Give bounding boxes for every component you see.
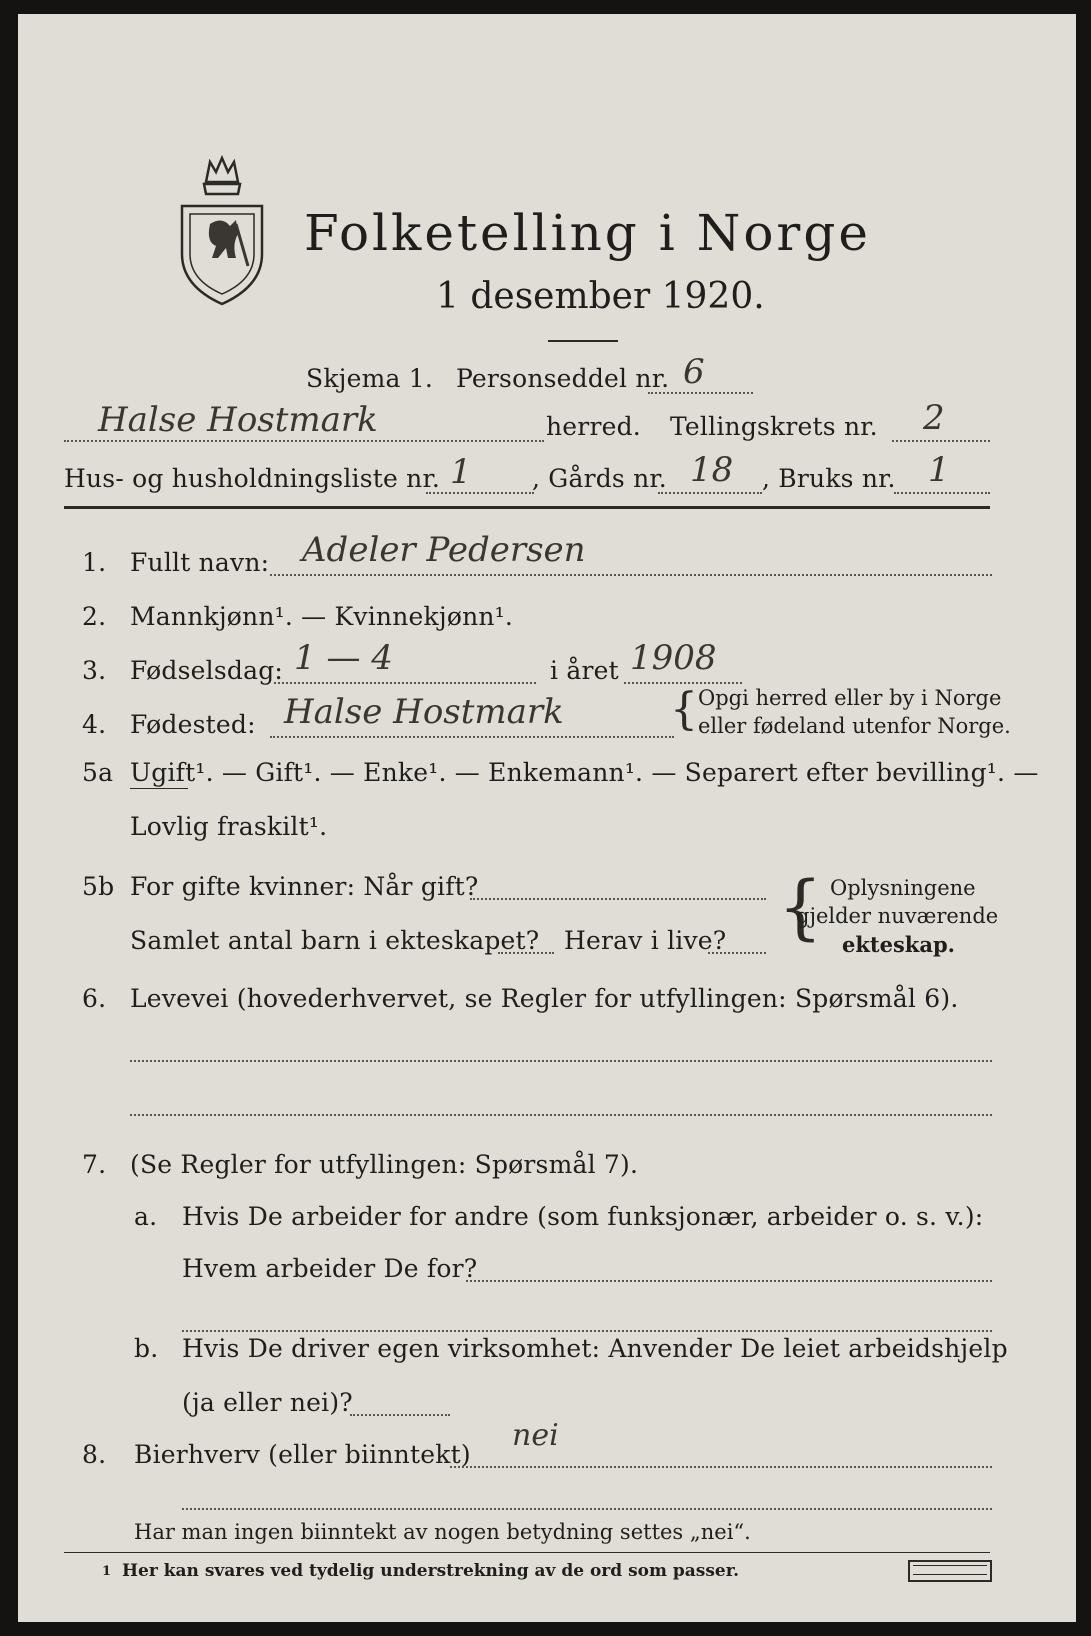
q3-date-line: [274, 682, 536, 684]
q5b-children-line: [498, 952, 554, 954]
q3-number: 3.: [82, 656, 107, 685]
q7b-line2: (ja eller nei)?: [182, 1388, 353, 1417]
q6-line2: [130, 1114, 992, 1116]
herred-label: herred.: [546, 412, 641, 441]
q4-birthplace-value: Halse Hostmark: [284, 692, 564, 732]
q4-line: [270, 736, 674, 738]
bruks-label: , Bruks nr.: [762, 464, 896, 493]
herred-line: [64, 440, 544, 442]
printer-stamp: [908, 1560, 992, 1582]
q5a-number: 5a: [82, 758, 114, 787]
hus-value: 1: [450, 452, 472, 492]
q1-line: [270, 574, 992, 576]
q4-number: 4.: [82, 710, 107, 739]
skjema-label: Skjema 1.: [306, 364, 434, 393]
q3-year-value: 1908: [630, 638, 717, 678]
title-divider: [548, 340, 618, 342]
q5b-note-line3: ekteskap.: [842, 932, 955, 957]
q8-line2: [182, 1508, 992, 1510]
q5b-line1: For gifte kvinner: Når gift?: [130, 872, 479, 901]
q3-year-label: i året: [550, 656, 619, 685]
gards-line: [658, 492, 762, 494]
biinntekt-note: Har man ingen biinntekt av nogen betydning settes „nei“.: [134, 1520, 751, 1544]
q6-number: 6.: [82, 984, 107, 1013]
personseddel-line: [648, 392, 753, 394]
q7a-line: [466, 1280, 992, 1282]
q7a-number: a.: [134, 1202, 158, 1231]
bruks-line: [894, 492, 990, 494]
q8-number: 8.: [82, 1440, 107, 1469]
q5b-alive-line: [708, 952, 766, 954]
hus-label: Hus- og husholdningsliste nr.: [64, 464, 441, 493]
tellingskrets-value: 2: [923, 398, 945, 438]
q1-label: Fullt navn:: [130, 548, 270, 577]
census-form-page: [18, 14, 1076, 1622]
q1-full-name-value: Adeler Pedersen: [302, 530, 586, 570]
personseddel-value: 6: [683, 352, 705, 392]
q7a-line2-blank: [182, 1330, 992, 1332]
q5b-married-line: [470, 898, 766, 900]
q4-note-line2: eller fødeland utenfor Norge.: [698, 714, 1011, 738]
q8-value: nei: [512, 1418, 559, 1453]
q8-line1: [450, 1466, 992, 1468]
census-date: 1 desember 1920.: [436, 276, 765, 317]
q7b-number: b.: [134, 1334, 159, 1363]
gards-value: 18: [690, 450, 734, 490]
q5b-line2a: Samlet antal barn i ekteskapet?: [130, 926, 540, 955]
q5b-number: 5b: [82, 872, 115, 901]
q2-label: Mannkjønn¹. — Kvinnekjønn¹.: [130, 602, 514, 631]
norwegian-coat-of-arms-icon: [176, 154, 268, 309]
q5b-line2b: Herav i live?: [564, 926, 727, 955]
q5a-ugift-underline: [130, 788, 188, 789]
q5b-note-line2: gjelder nuværende: [796, 904, 999, 928]
q4-brace: {: [670, 684, 698, 735]
q2-number: 2.: [82, 602, 107, 631]
q5a-line1: Ugift¹. — Gift¹. — Enke¹. — Enkemann¹. — Separert efter bevilling¹. —: [130, 758, 1039, 787]
gards-label: , Gårds nr.: [532, 464, 667, 493]
hus-line: [426, 492, 534, 494]
footnote-rule: [64, 1552, 990, 1553]
bruks-value: 1: [928, 450, 950, 490]
footnote-mark: 1: [102, 1564, 112, 1579]
q6-line1: [130, 1060, 992, 1062]
header-rule: [64, 506, 990, 509]
q4-note-line1: Opgi herred eller by i Norge: [698, 686, 1002, 710]
q5b-note-line1: Oplysningene: [830, 876, 976, 900]
q3-label: Fødselsdag:: [130, 656, 284, 685]
q4-label: Fødested:: [130, 710, 256, 739]
q7b-line1: Hvis De driver egen virksomhet: Anvender De leiet arbeidshjelp: [182, 1334, 1008, 1363]
q8-label: Bierhverv (eller biinntekt): [134, 1440, 471, 1469]
form-title: Folketelling i Norge: [304, 204, 871, 262]
q7-label: (Se Regler for utfyllingen: Spørsmål 7).: [130, 1150, 639, 1179]
footnote-text: Her kan svares ved tydelig understrekning av de ord som passer.: [122, 1561, 740, 1581]
q5b-brace: {: [778, 866, 823, 948]
personseddel-label: Personseddel nr.: [456, 364, 670, 393]
tellingskrets-label: Tellingskrets nr.: [670, 412, 878, 441]
q7b-line: [350, 1414, 450, 1416]
q5a-line2: Lovlig fraskilt¹.: [130, 812, 328, 841]
q7-number: 7.: [82, 1150, 107, 1179]
q6-label: Levevei (hovederhvervet, se Regler for utfyllingen: Spørsmål 6).: [130, 984, 959, 1013]
q1-number: 1.: [82, 548, 107, 577]
q7a-line2: Hvem arbeider De for?: [182, 1254, 478, 1283]
herred-value: Halse Hostmark: [98, 400, 378, 440]
tellingskrets-line: [892, 440, 990, 442]
q3-birthday-value: 1 — 4: [294, 638, 393, 678]
q7a-line1: Hvis De arbeider for andre (som funksjonær, arbeider o. s. v.):: [182, 1202, 984, 1231]
